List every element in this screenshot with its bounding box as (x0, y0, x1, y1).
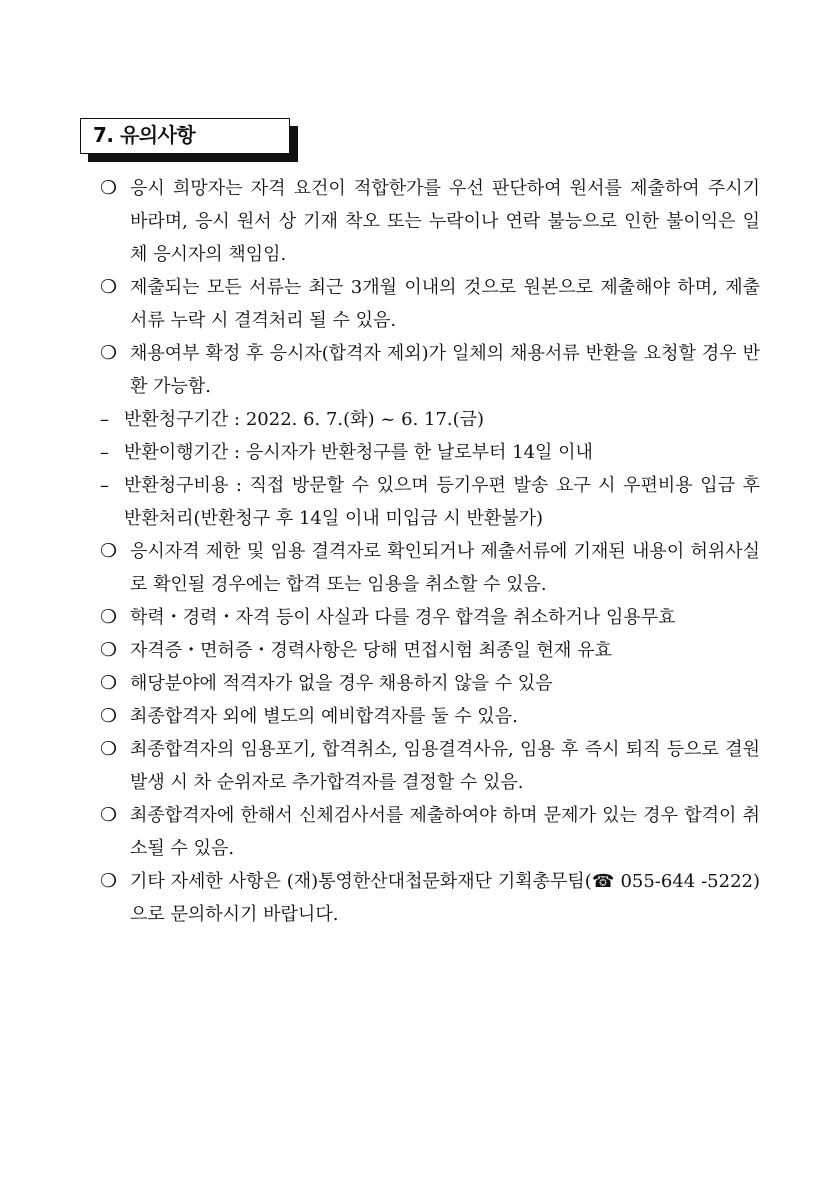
notice-text: 최종합격자 외에 별도의 예비합격자를 둘 수 있음. (130, 706, 518, 727)
contact-text-before: 기타 자세한 사항은 (재)통영한산대첩문화재단 기획총무팀( (130, 871, 592, 892)
notice-text: 제출되는 모든 서류는 최근 3개월 이내의 것으로 원본으로 제출해야 하며, 제출서류 누락 시 결격처리 될 수 있음. (130, 277, 760, 331)
notice-item (100, 799, 760, 865)
sub-item-text: 반환청구비용 : 직접 방문할 수 있으며 등기우편 발송 요구 시 우편비용 입금 후 반환처리(반환청구 후 14일 이내 미입금 시 반환불가) (124, 475, 760, 529)
notice-text: 채용여부 확정 후 응시자(합격자 제외)가 일체의 채용서류 반환을 요청할 경우 반환 가능함. (130, 343, 760, 397)
notice-text: 최종합격자의 임용포기, 합격취소, 임용결격사유, 임용 후 즉시 퇴직 등으로 결원 발생 시 차 순위자로 추가합격자를 결정할 수 있음. (130, 739, 760, 793)
circle-bullet-icon: ❍ (100, 342, 118, 364)
notice-text: 해당분야에 적격자가 없을 경우 채용하지 않을 수 있음 (130, 673, 553, 694)
notice-item (100, 700, 760, 733)
sub-list-item (100, 469, 760, 535)
dash-bullet-icon: – (100, 442, 109, 463)
circle-bullet-icon: ❍ (100, 639, 118, 661)
sub-item-text: 반환청구기간 : 2022. 6. 7.(화) ~ 6. 17.(금) (124, 409, 485, 430)
notice-item (100, 733, 760, 799)
circle-bullet-icon: ❍ (100, 540, 118, 562)
notice-text: 응시 희망자는 자격 요건이 적합한가를 우선 판단하여 원서를 제출하여 주시기 바라며, 응시 원서 상 기재 착오 또는 누락이나 연락 불능으로 인한 불이익은 일체 응시자의 책임임. (130, 178, 760, 265)
notice-item (100, 535, 760, 601)
return-details-list (100, 403, 760, 535)
section-heading (80, 118, 298, 158)
circle-bullet-icon: ❍ (100, 276, 118, 298)
sub-list-item (100, 403, 760, 436)
notice-item (100, 172, 760, 271)
contact-text-after: 055-644 -5222)으로 문의하시기 바랍니다. (130, 871, 761, 925)
notice-item (100, 337, 760, 403)
notice-item (100, 667, 760, 700)
section-title: 7. 유의사항 (80, 118, 290, 154)
sub-item-text: 반환이행기간 : 응시자가 반환청구를 한 날로부터 14일 이내 (124, 442, 593, 463)
notice-item (100, 271, 760, 337)
dash-bullet-icon: – (100, 475, 109, 496)
notice-item (100, 601, 760, 634)
circle-bullet-icon: ❍ (100, 672, 118, 694)
circle-bullet-icon: ❍ (100, 606, 118, 628)
sub-list-item (100, 436, 760, 469)
circle-bullet-icon: ❍ (100, 870, 118, 892)
notice-text: 자격증・면허증・경력사항은 당해 면접시험 최종일 현재 유효 (130, 640, 612, 661)
circle-bullet-icon: ❍ (100, 804, 118, 826)
notice-text: 최종합격자에 한해서 신체검사서를 제출하여야 하며 문제가 있는 경우 합격이 취소될 수 있음. (130, 805, 760, 859)
notice-text: 학력・경력・자격 등이 사실과 다를 경우 합격을 취소하거나 임용무효 (130, 607, 676, 628)
circle-bullet-icon: ❍ (100, 177, 118, 199)
notice-text: 응시자격 제한 및 임용 결격자로 확인되거나 제출서류에 기재된 내용이 허위사실로 확인될 경우에는 합격 또는 임용을 취소할 수 있음. (130, 541, 760, 595)
circle-bullet-icon: ❍ (100, 705, 118, 727)
circle-bullet-icon: ❍ (100, 738, 118, 760)
dash-bullet-icon: – (100, 409, 109, 430)
contact-item (100, 865, 760, 931)
notice-item (100, 634, 760, 667)
phone-icon: ☎ (591, 871, 615, 892)
notice-list (100, 172, 760, 931)
